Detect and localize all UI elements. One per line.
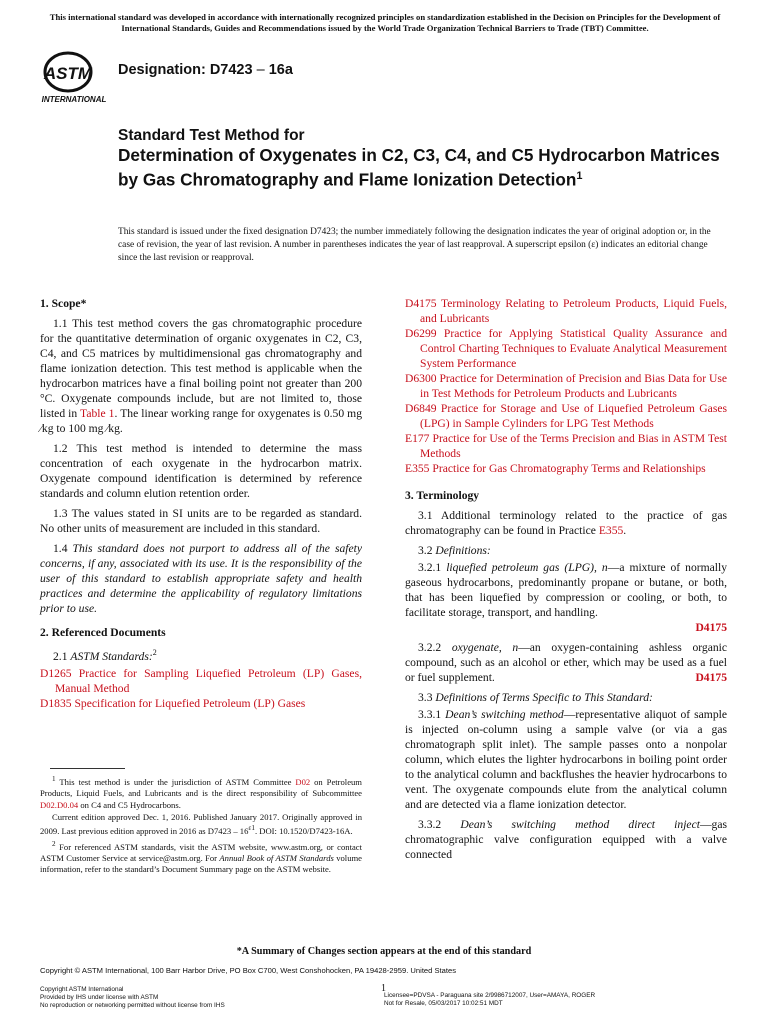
ref-code[interactable]: D6300 (405, 372, 437, 385)
astm-standards-label: ASTM Standards: (70, 649, 153, 663)
term-3-3-2-term: Dean’s switching method direct inject (460, 818, 700, 831)
term-3-3-2-num: 3.3.2 (418, 818, 461, 831)
term-3-3-1 (405, 707, 727, 812)
term-3-2-1-term: liquefied petroleum gas (LPG), n (446, 561, 608, 574)
scope-1-4-num: 1.4 (53, 542, 73, 555)
term-3-3-1-term: Dean’s switching method (445, 708, 564, 721)
footnotes (40, 768, 362, 877)
copyright-line: Copyright © ASTM International, 100 Barr Harbor Drive, PO Box C700, West Conshohocken, PA 19428-2959. United States (40, 966, 457, 975)
left-column (40, 296, 362, 711)
ref-title[interactable]: Specification for Liquefied Petroleum (LP) Gases (71, 696, 306, 710)
ref-title[interactable]: Practice for Storage and Use of Liquefied Petroleum Gases (LPG) in Sample Cylinders for LPG Test Methods (420, 402, 727, 430)
term-3-2-2-ref[interactable]: D4175 (695, 671, 727, 684)
term-3-3-label: Definitions of Terms Specific to This Standard: (435, 691, 653, 704)
term-3-1-text: 3.1 Additional terminology related to the practice of gas chromatography can be found in Practice (405, 509, 727, 537)
footer-right (384, 992, 595, 1008)
ref-code[interactable]: E355 (405, 462, 430, 475)
fn2-text-b: volume information, refer to the standard’s Document Summary page on the ASTM website. (40, 853, 362, 875)
fn2-italic: Annual Book of ASTM Standards (219, 853, 334, 864)
term-3-3-1-text: —representative aliquot of sample is injected on-column using a sample valve (or via a gas chromatograph split inlet). The sample passes onto a nonpolar column, which elutes the lighter hydrocarbons in boiling point order to the analytical column and backflushes the heavier hydrocarbons to vent. The oxygenate compounds elute from the analytical column and are detected via a flame ionization detector. (405, 708, 727, 811)
title-footnote-mark: 1 (576, 169, 583, 182)
designation-dash: – (252, 62, 269, 78)
term-3-2-2-text: —an oxygen-containing ashless organic compound, such as an alcohol or ether, which may be used as a fuel or fuel supplement. (405, 641, 727, 684)
designation-label: Designation: D7423 (118, 62, 253, 78)
ref-title[interactable]: Terminology Relating to Petroleum Products, Liquid Fuels, and Lubricants (420, 297, 727, 325)
scope-1-4 (40, 541, 362, 616)
footer-left-line: Provided by IHS under license with ASTM (40, 994, 159, 1001)
term-3-2-1-num: 3.2.1 (418, 561, 447, 574)
fn2-text: For referenced ASTM standards, visit the ASTM website, www.astm.org, or contact ASTM Customer Service at service@astm.org. For (40, 841, 362, 864)
footnote-1-edition (40, 812, 362, 838)
summary-of-changes-note: *A Summary of Changes section appears at the end of this standard (236, 946, 532, 957)
footnote-1 (40, 774, 362, 811)
ref-code[interactable]: D1835 (40, 696, 72, 710)
page-number: 1 (381, 983, 386, 994)
astm-standards-sup: 2 (152, 648, 157, 657)
scope-1-4-text: This standard does not purport to address all of the safety concerns, if any, associated with its use. It is the responsibility of the user of this standard to establish appropriate safety and health practices and determine the applicability of regulatory limitations prior to use. (40, 542, 363, 615)
term-3-2-num: 3.2 (418, 544, 436, 557)
document-title (118, 126, 738, 190)
scope-1-2: 1.2 This test method is intended to determine the mass concentration of each oxygenate in the hydrocarbon matrix. Oxygenate compound identification is determined by reference standards and column elution retention order. (40, 442, 362, 500)
term-3-2-label: Definitions: (435, 544, 491, 557)
ref-title[interactable]: Practice for Use of the Terms Precision and Bias in ASTM Test Methods (420, 432, 727, 460)
ref-title[interactable]: Practice for Applying Statistical Quality Assurance and Control Charting Techniques to Evaluate Analytical Measurement System Performance (420, 327, 727, 370)
astm-standards-num: 2.1 (53, 649, 71, 663)
title-main (118, 145, 738, 190)
term-3-3-2-text: —gas chromatographic valve configuration equipped with a valve connected (405, 818, 727, 861)
footer-right-line: Licensee=PDVSA - Paraguana site 2/9986712007, User=AMAYA, ROGER (384, 992, 596, 999)
title-prefix: Standard Test Method for (118, 127, 305, 144)
ref-title[interactable]: Practice for Sampling Liquefied Petroleum (LP) Gases, Manual Method (55, 666, 362, 695)
ref-item-d1835[interactable] (40, 696, 362, 711)
ref-item-d6299[interactable] (405, 326, 727, 371)
scope-1-1-tail: . The linear working range for oxygenates is 0.50 mg ⁄kg to 100 mg ⁄kg. (40, 407, 362, 435)
term-3-3-2 (405, 817, 727, 862)
designation (118, 62, 293, 78)
e355-link[interactable]: E355 (598, 524, 624, 537)
fn1-doi: . DOI: 10.1520/D7423-16A. (254, 826, 353, 837)
title-main-text: Determination of Oxygenates in C2, C3, C4, and C5 Hydrocarbon Matrices by Gas Chromatography and Flame Ionization Detection (118, 145, 720, 190)
footer-left-line: No reproduction or networking permitted without license from IHS (40, 1002, 225, 1009)
fn1-text-b: on Petroleum Products, Liquid Fuels, and Lubricants and is the direct responsibility of Subcommittee (40, 776, 362, 799)
scope-1-3: 1.3 The values stated in SI units are to be regarded as standard. No other units of measurement are included in this standard. (40, 507, 362, 535)
fn2-mark: 2 (52, 839, 56, 848)
issuance-note: This standard is issued under the fixed designation D7423; the number immediately following the designation indicates the year of original adoption or, in the case of revision, the year of last revision. A number in parentheses indicates the year of last reapproval. A superscript epsilon (ε) indicates an editorial change since the last revision or reapproval. (118, 227, 711, 263)
astm-international-logo (40, 50, 112, 106)
term-3-2-1 (405, 560, 727, 620)
terminology-heading: 3. Terminology (405, 489, 480, 502)
term-3-2 (405, 543, 727, 558)
ref-item-e177[interactable] (405, 431, 727, 461)
subcommittee-link[interactable]: D02.D0.04 (40, 799, 79, 810)
ref-code[interactable]: D1265 (40, 666, 72, 680)
footnote-divider (50, 768, 125, 769)
right-column (405, 296, 727, 867)
ref-code[interactable]: D6849 (405, 402, 437, 415)
ref-item-d4175[interactable] (405, 296, 727, 326)
designation-edition: 16a (268, 62, 293, 78)
ref-title[interactable]: Practice for Gas Chromatography Terms and Relationships (429, 462, 706, 475)
ref-item-e355[interactable] (405, 461, 727, 476)
scope-heading: 1. Scope* (40, 297, 87, 310)
referenced-heading: 2. Referenced Documents (40, 626, 166, 639)
term-3-2-1-ref[interactable]: D4175 (695, 621, 727, 634)
term-3-3-num: 3.3 (418, 691, 436, 704)
term-3-2-2-term: oxygenate, n (451, 641, 519, 654)
tbt-notice: This international standard was developed in accordance with internationally recognized principles on standardization established in the Decision on Principles for the Development of International Standards, Guides and Recommendations issued by the World Trade Organization Technical Barriers to Trade (TBT) Committee. (49, 12, 721, 33)
footer-left (40, 986, 225, 1010)
scope-1-1 (40, 316, 362, 436)
term-3-2-2-num: 3.2.2 (418, 641, 452, 654)
logo-lettering: ASTM (43, 64, 93, 83)
ref-item-d6300[interactable] (405, 371, 727, 401)
fn1-edition-text: Current edition approved Dec. 1, 2016. Published January 2017. Originally approved in 2009. Last previous edition approved in 2016 as D7423 – 16 (40, 812, 362, 837)
fn1-mark: 1 (52, 775, 56, 783)
ref-item-d6849[interactable] (405, 401, 727, 431)
ref-title[interactable]: Practice for Determination of Precision and Bias Data for Use in Test Methods for Petroleum Products and Lubricants (420, 372, 727, 400)
astm-standards-sub (40, 645, 362, 664)
footnote-2 (40, 839, 362, 876)
term-3-3-1-num: 3.3.1 (418, 708, 446, 721)
table-1-link[interactable]: Table 1 (80, 407, 115, 420)
fn1-epsilon: ε1 (248, 824, 255, 833)
footer-left-line: Copyright ASTM International (40, 986, 124, 993)
term-3-1-tail: . (623, 524, 627, 537)
term-3-3 (405, 690, 727, 705)
term-3-2-1-text: —a mixture of normally gaseous hydrocarbons, predominantly propane or butane, or both, that has been liquefied by compression or cooling, or both, to facilitate storage, transport, and handling. (405, 561, 727, 619)
logo-sub: INTERNATIONAL (41, 95, 107, 104)
ref-item-d1265[interactable] (40, 666, 362, 696)
ref-code[interactable]: D6299 (405, 327, 437, 340)
committee-d02-link[interactable]: D02 (295, 776, 311, 787)
ref-code[interactable]: D4175 (405, 297, 437, 310)
ref-code[interactable]: E177 (405, 432, 430, 445)
footer-right-line: Not for Resale, 05/03/2017 10:02:51 MDT (384, 1000, 503, 1007)
fn1-text-c: on C4 and C5 Hydrocarbons. (78, 799, 181, 810)
scope-1-1-text: 1.1 This test method covers the gas chromatographic procedure for the quantitative determination of organic oxygenates in C2, C3, C4, and C5 matrices by multidimensional gas chromatography and flame ionization detection. This test method is applicable when the hydrocarbon matrices have a final boiling point not greater than 200 °C. Oxygenate compounds include, but are not limited to, those listed in (40, 317, 362, 420)
fn1-text: This test method is under the jurisdiction of ASTM Committee (55, 776, 296, 787)
term-3-1 (405, 508, 727, 538)
